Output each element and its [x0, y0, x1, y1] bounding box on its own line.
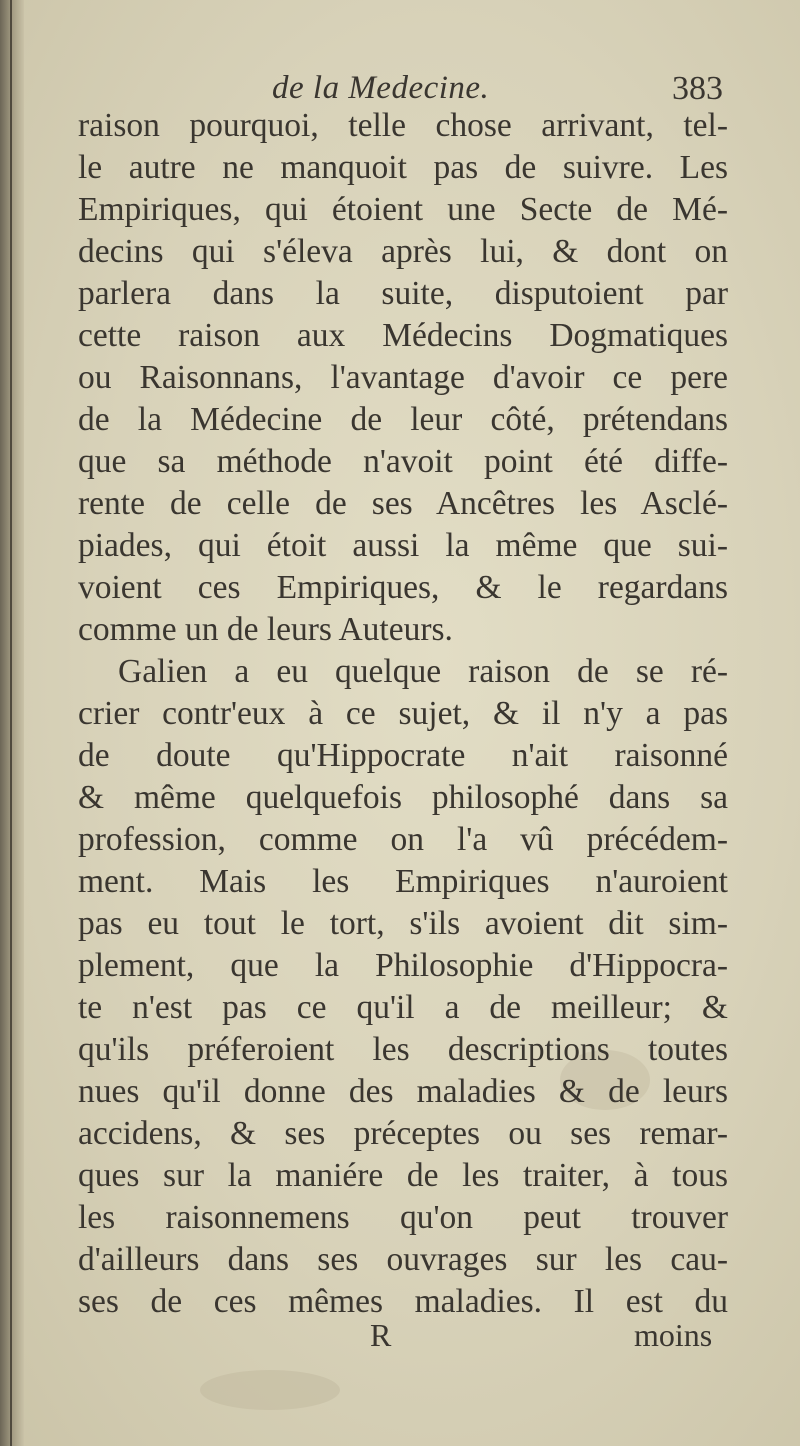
text-line: ou Raisonnans, l'avantage d'avoir ce pere: [78, 359, 728, 396]
page-number: 383: [672, 70, 723, 107]
body-text: [78, 105, 728, 1323]
text-line: rente de celle de ses Ancêtres les Asclé-: [78, 485, 728, 522]
text-line: nues qu'il donne des maladies & de leurs: [78, 1073, 728, 1110]
binding-edge: [0, 0, 24, 1446]
binding-line: [10, 0, 12, 1446]
catchword: moins: [634, 1317, 713, 1353]
text-line: que sa méthode n'avoit point été diffe-: [78, 443, 728, 480]
text-line: ses de ces mêmes maladies. Il est du: [78, 1283, 728, 1320]
text-line: ment. Mais les Empiriques n'auroient: [78, 863, 728, 900]
text-line: crier contr'eux à ce sujet, & il n'y a pas: [78, 695, 728, 732]
text-line: ques sur la maniére de les traiter, à tous: [78, 1157, 728, 1194]
text-line: te n'est pas ce qu'il a de meilleur; &: [78, 989, 728, 1026]
paper-stain: [200, 1370, 340, 1410]
text-line: d'ailleurs dans ses ouvrages sur les cau-: [78, 1241, 728, 1278]
text-line: plement, que la Philosophie d'Hippocra-: [78, 947, 728, 984]
page-footer: [0, 1317, 800, 1361]
text-line: Galien a eu quelque raison de se ré-: [118, 653, 728, 690]
text-line: de la Médecine de leur côté, prétendans: [78, 401, 728, 438]
signature-mark: R: [370, 1317, 392, 1353]
text-line: profession, comme on l'a vû précédem-: [78, 821, 728, 858]
text-line: qu'ils préferoient les descriptions toutes: [78, 1031, 728, 1068]
text-line: & même quelquefois philosophé dans sa: [78, 779, 728, 816]
text-line: comme un de leurs Auteurs.: [78, 611, 453, 648]
text-line: raison pourquoi, telle chose arrivant, tel-: [78, 107, 728, 144]
text-line: decins qui s'éleva après lui, & dont on: [78, 233, 728, 270]
text-line: Empiriques, qui étoient une Secte de Mé-: [78, 191, 728, 228]
text-line: voient ces Empiriques, & le regardans: [78, 569, 728, 606]
text-line: parlera dans la suite, disputoient par: [78, 275, 728, 312]
text-line: accidens, & ses préceptes ou ses remar-: [78, 1115, 728, 1152]
text-line: de doute qu'Hippocrate n'ait raisonné: [78, 737, 728, 774]
text-line: piades, qui étoit aussi la même que sui-: [78, 527, 728, 564]
text-line: le autre ne manquoit pas de suivre. Les: [78, 149, 728, 186]
text-line: pas eu tout le tort, s'ils avoient dit sim-: [78, 905, 728, 942]
text-line: les raisonnemens qu'on peut trouver: [78, 1199, 728, 1236]
running-head: de la Medecine.: [272, 70, 490, 106]
text-line: cette raison aux Médecins Dogmatiques: [78, 317, 728, 354]
